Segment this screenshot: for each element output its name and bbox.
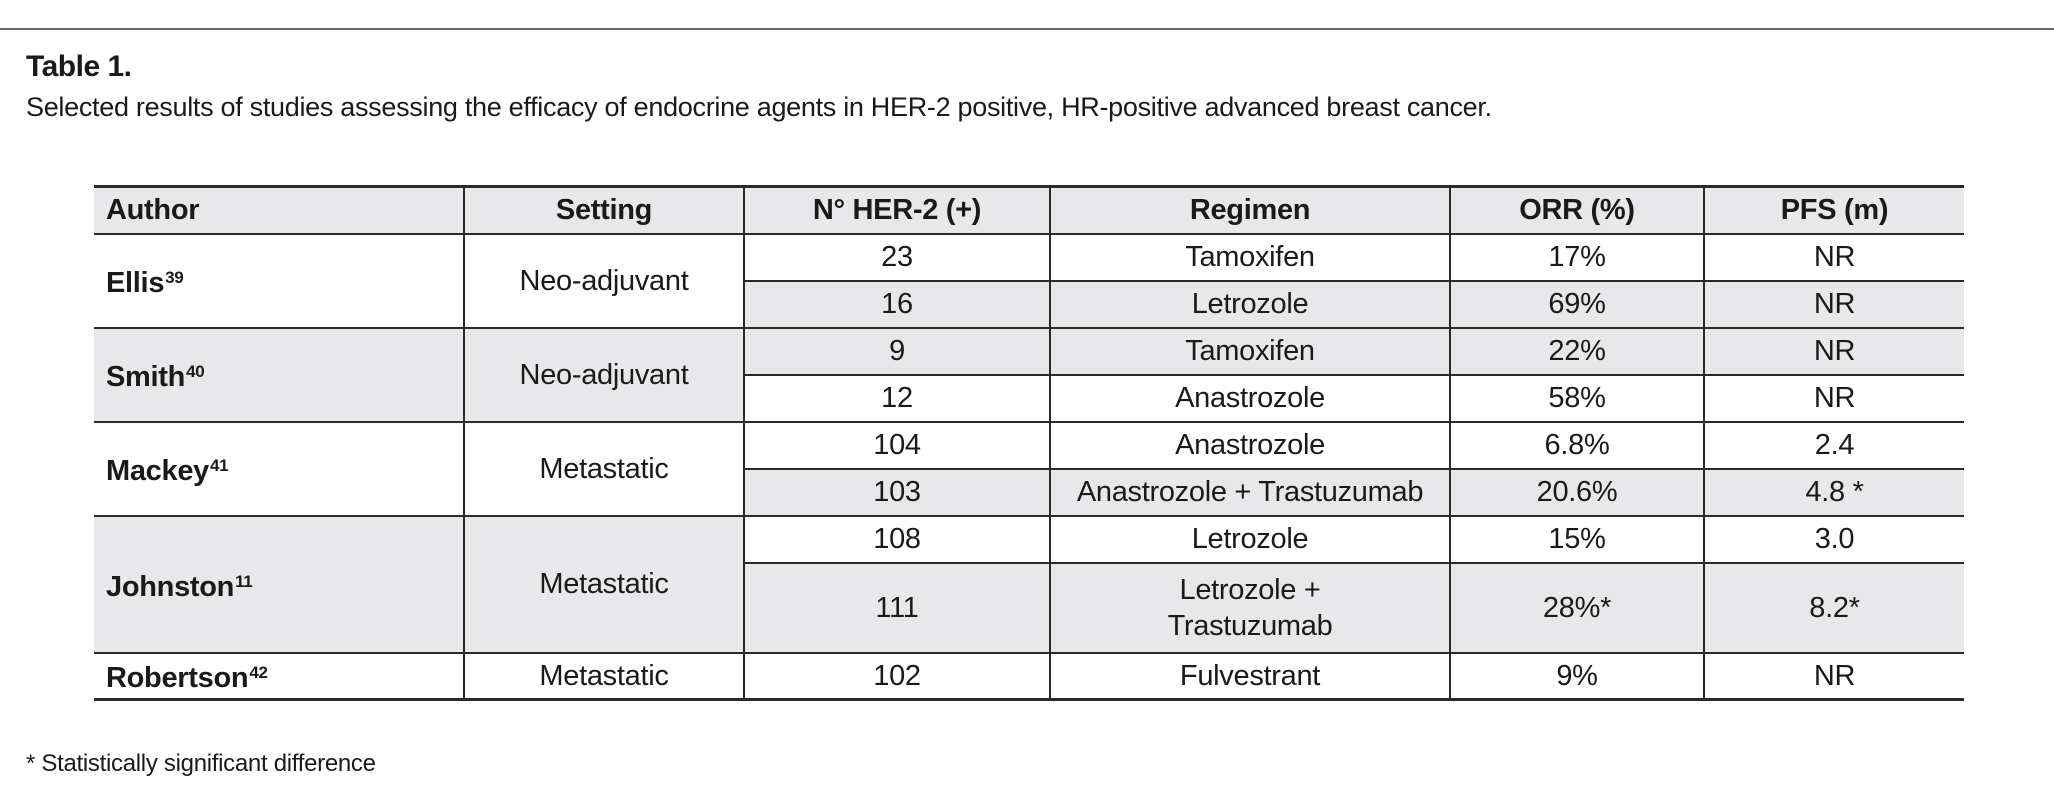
header-regimen: Regimen: [1050, 187, 1450, 234]
setting-cell: Neo-adjuvant: [464, 234, 744, 328]
reference-number: 11: [235, 571, 253, 591]
regimen-cell: Anastrozole + Trastuzumab: [1050, 469, 1450, 516]
author-cell: [94, 653, 464, 700]
n-cell: 16: [744, 281, 1050, 328]
regimen-cell: Tamoxifen: [1050, 328, 1450, 375]
n-cell: 12: [744, 375, 1050, 422]
pfs-cell: NR: [1704, 281, 1964, 328]
regimen-cell: [1050, 563, 1450, 653]
pfs-cell: NR: [1704, 328, 1964, 375]
footnote: * Statistically significant difference: [26, 750, 376, 777]
regimen-cell: Letrozole: [1050, 516, 1450, 563]
author-name: Robertson: [106, 662, 249, 695]
author-cell: [94, 422, 464, 516]
orr-cell: 9%: [1450, 653, 1704, 700]
pfs-cell: NR: [1704, 653, 1964, 700]
regimen-cell: Letrozole: [1050, 281, 1450, 328]
n-cell: 103: [744, 469, 1050, 516]
table-row: [94, 653, 1964, 700]
author-cell: [94, 516, 464, 653]
reference-number: 39: [165, 268, 184, 287]
reference-number: 40: [186, 362, 205, 381]
reference-number: 42: [249, 663, 268, 683]
orr-cell: 58%: [1450, 375, 1704, 422]
table-title: Table 1.: [26, 50, 132, 83]
author-name: Smith: [106, 361, 186, 393]
author-cell: [94, 328, 464, 422]
n-cell: 111: [744, 563, 1050, 653]
setting-cell: Metastatic: [464, 653, 744, 700]
header-setting: Setting: [464, 187, 744, 234]
pfs-cell: 3.0: [1704, 516, 1964, 563]
regimen-line: Letrozole +: [1179, 573, 1321, 606]
reference-number: 41: [210, 456, 229, 475]
header-author: Author: [94, 187, 464, 234]
header-n-her2: N° HER-2 (+): [744, 187, 1050, 234]
setting-cell: Metastatic: [464, 422, 744, 516]
orr-cell: 17%: [1450, 234, 1704, 281]
orr-cell: 28%*: [1450, 563, 1704, 653]
orr-cell: 6.8%: [1450, 422, 1704, 469]
header-pfs: PFS (m): [1704, 187, 1964, 234]
header-orr: ORR (%): [1450, 187, 1704, 234]
regimen-cell: Anastrozole: [1050, 422, 1450, 469]
orr-cell: 15%: [1450, 516, 1704, 563]
pfs-cell: NR: [1704, 234, 1964, 281]
author-name: Mackey: [106, 455, 209, 487]
n-cell: 23: [744, 234, 1050, 281]
regimen-line: Trastuzumab: [1167, 609, 1333, 642]
regimen-cell: Fulvestrant: [1050, 653, 1450, 700]
pfs-cell: 2.4: [1704, 422, 1964, 469]
n-cell: 102: [744, 653, 1050, 700]
table-caption: Selected results of studies assessing the efficacy of endocrine agents in HER-2 positive, HR-positive advanced breast cancer.: [26, 92, 1492, 122]
table-row: [94, 328, 1964, 375]
orr-cell: 20.6%: [1450, 469, 1704, 516]
results-table: [94, 185, 1964, 701]
table-row: [94, 516, 1964, 563]
orr-cell: 69%: [1450, 281, 1704, 328]
header-row: [94, 187, 1964, 234]
top-rule: [0, 28, 2054, 30]
pfs-cell: 8.2*: [1704, 563, 1964, 653]
table-row: [94, 422, 1964, 469]
table-row: [94, 234, 1964, 281]
author-cell: [94, 234, 464, 328]
n-cell: 104: [744, 422, 1050, 469]
setting-cell: Metastatic: [464, 516, 744, 653]
regimen-cell: Anastrozole: [1050, 375, 1450, 422]
regimen-cell: Tamoxifen: [1050, 234, 1450, 281]
author-name: Ellis: [106, 267, 165, 299]
setting-cell: Neo-adjuvant: [464, 328, 744, 422]
author-name: Johnston: [106, 570, 235, 603]
pfs-cell: NR: [1704, 375, 1964, 422]
pfs-cell: 4.8 *: [1704, 469, 1964, 516]
orr-cell: 22%: [1450, 328, 1704, 375]
n-cell: 108: [744, 516, 1050, 563]
n-cell: 9: [744, 328, 1050, 375]
